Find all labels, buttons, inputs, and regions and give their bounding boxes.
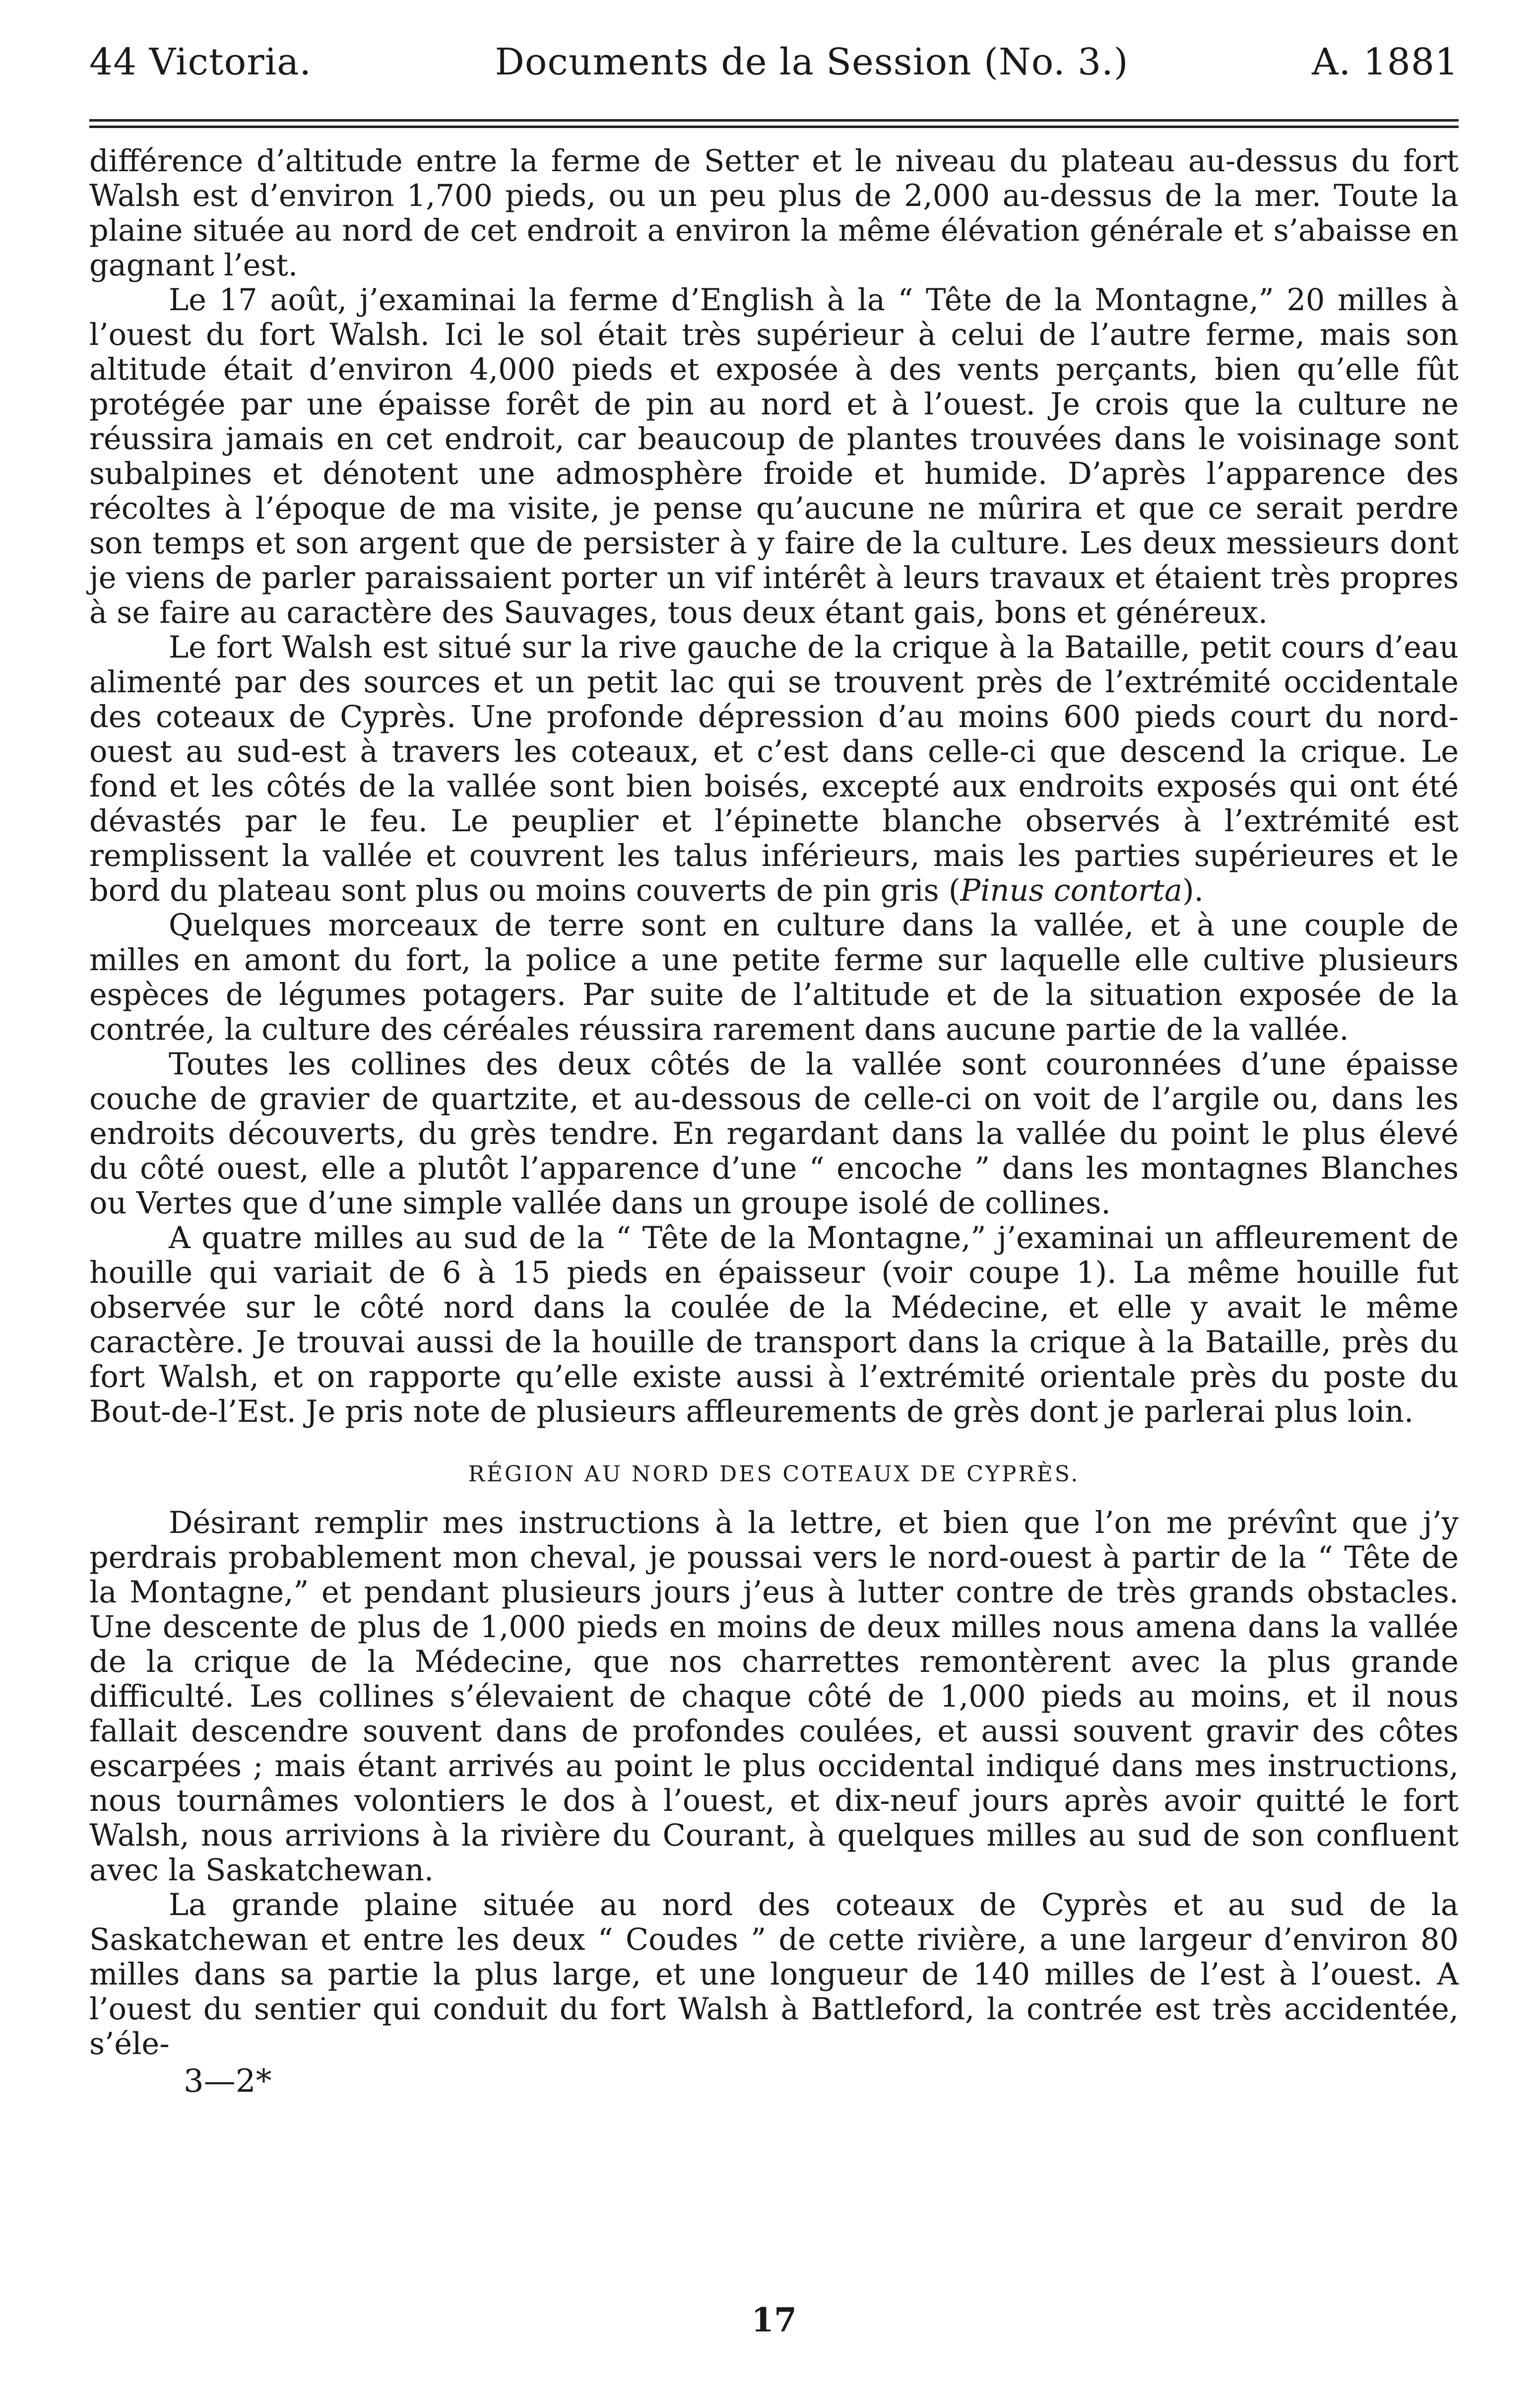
paragraph-3-end: ). bbox=[1182, 873, 1204, 908]
body-text bbox=[89, 144, 1459, 2101]
running-header bbox=[89, 35, 1459, 89]
paragraph-7: Désirant remplir mes instructions à la lettre, et bien que l’on me prévînt que j’y perdrais probablement mon cheval, je poussai vers le nord-ouest à partir de la “ Tête de la Montagne,” et pendant plusieurs jours j’eus à lutter contre de très grands obstacles. Une descente de plus de 1,000 pieds en moins de deux milles nous amena dans la vallée de la crique de la Médecine, que nos charrettes remontèrent avec la plus grande difficulté. Les collines s’élevaient de chaque côté de 1,000 pieds au moins, et il nous fallait descendre souvent dans de profondes coulées, et aussi souvent gravir des côtes escarpées ; mais étant arrivés au point le plus occidental indiqué dans mes instructions, nous tournâmes volontiers le dos à l’ouest, et dix-neuf jours après avoir quitté le fort Walsh, nous arrivions à la rivière du Courant, à quelques milles au sud de son confluent avec la Saskatchewan. bbox=[89, 1506, 1459, 1888]
paragraph-2: Le 17 août, j’examinai la ferme d’English à la “ Tête de la Montagne,” 20 milles à l’ouest du fort Walsh. Ici le sol était très supérieur à celui de l’autre ferme, mais son altitude était d’environ 4,000 pieds et exposée à des vents perçants, bien qu’elle fût protégée par une épaisse forêt de pin au nord et à l’ouest. Je crois que la culture ne réussira jamais en cet endroit, car beaucoup de plantes trouvées dans le voisinage sont subalpines et dénotent une admosphère froide et humide. D’après l’apparence des récoltes à l’époque de ma visite, je pense qu’aucune ne mûrira et que ce serait perdre son temps et son argent que de persister à y faire de la culture. Les deux messieurs dont je viens de parler paraissaient porter un vif intérêt à leurs travaux et étaient très propres à se faire au caractère des Sauvages, tous deux étant gais, bons et généreux. bbox=[89, 283, 1459, 630]
paragraph-6: A quatre milles au sud de la “ Tête de la Montagne,” j’examinai un affleurement de houille qui variait de 6 à 15 pieds en épaisseur (voir coupe 1). La même houille fut observée sur le côté nord dans la coulée de la Médecine, et elle y avait le même caractère. Je trouvai aussi de la houille de transport dans la crique à la Bataille, près du fort Walsh, et on rapporte qu’elle existe aussi à l’extrémité orientale près du poste du Bout-de-l’Est. Je pris note de plusieurs affleurements de grès dont je parlerai plus loin. bbox=[89, 1221, 1459, 1429]
paragraph-3-text: Le fort Walsh est situé sur la rive gauche de la crique à la Bataille, petit cours d’eau alimenté par des sources et un petit lac qui se trouvent près de l’extrémité occidentale des coteaux de Cyprès. Une profonde dépression d’au moins 600 pieds court du nord-ouest au sud-est à travers les coteaux, et c’est dans celle-ci que descend la crique. Le fond et les côtés de la vallée sont bien boisés, excepté aux endroits exposés qui ont été dévastés par le feu. Le peuplier et l’épinette blanche observés à l’extrémité est remplissent la vallée et couvrent les talus inférieurs, mais les parties supérieures et le bord du plateau sont plus ou moins couverts de pin gris ( bbox=[89, 630, 1459, 908]
page-number: 17 bbox=[751, 2301, 797, 2339]
section-heading: RÉGION AU NORD DES COTEAUX DE CYPRÈS. bbox=[468, 1461, 1080, 1487]
document-page bbox=[89, 35, 1459, 2357]
paragraph-3 bbox=[89, 630, 1459, 908]
italic-species-name: Pinus contorta bbox=[960, 873, 1183, 908]
signature-mark: 3—2* bbox=[184, 2063, 272, 2100]
header-year: A. 1881 bbox=[1312, 41, 1459, 83]
header-volume: 44 Victoria. bbox=[89, 41, 312, 83]
paragraph-1: différence d’altitude entre la ferme de Setter et le niveau du plateau au-dessus du fort Walsh est d’environ 1,700 pieds, ou un peu plus de 2,000 au-dessus de la mer. Toute la plaine située au nord de cet endroit a environ la même élévation générale et s’abaisse en gagnant l’est. bbox=[89, 144, 1459, 283]
header-title: Documents de la Session (No. 3.) bbox=[495, 41, 1129, 83]
paragraph-5: Toutes les collines des deux côtés de la vallée sont couronnées d’une épaisse couche de gravier de quartzite, et au-dessous de celle-ci on voit de l’argile ou, dans les endroits découverts, du grès tendre. En regardant dans la vallée du point le plus élevé du côté ouest, elle a plutôt l’apparence d’une “ encoche ” dans les montagnes Blanches ou Vertes que d’une simple vallée dans un groupe isolé de collines. bbox=[89, 1047, 1459, 1221]
paragraph-4: Quelques morceaux de terre sont en culture dans la vallée, et à une couple de milles en amont du fort, la police a une petite ferme sur laquelle elle cultive plusieurs espèces de légumes potagers. Par suite de l’altitude et de la situation exposée de la contrée, la culture des céréales réussira rarement dans aucune partie de la vallée. bbox=[89, 908, 1459, 1047]
paragraph-8: La grande plaine située au nord des coteaux de Cyprès et au sud de la Saskatchewan et entre les deux “ Coudes ” de cette rivière, a une largeur d’environ 80 milles dans sa partie la plus large, et une longueur de 140 milles de l’est à l’ouest. A l’ouest du sentier qui conduit du fort Walsh à Battleford, la contrée est très accidentée, s’éle- bbox=[89, 1888, 1459, 2061]
header-double-rule bbox=[89, 119, 1459, 128]
